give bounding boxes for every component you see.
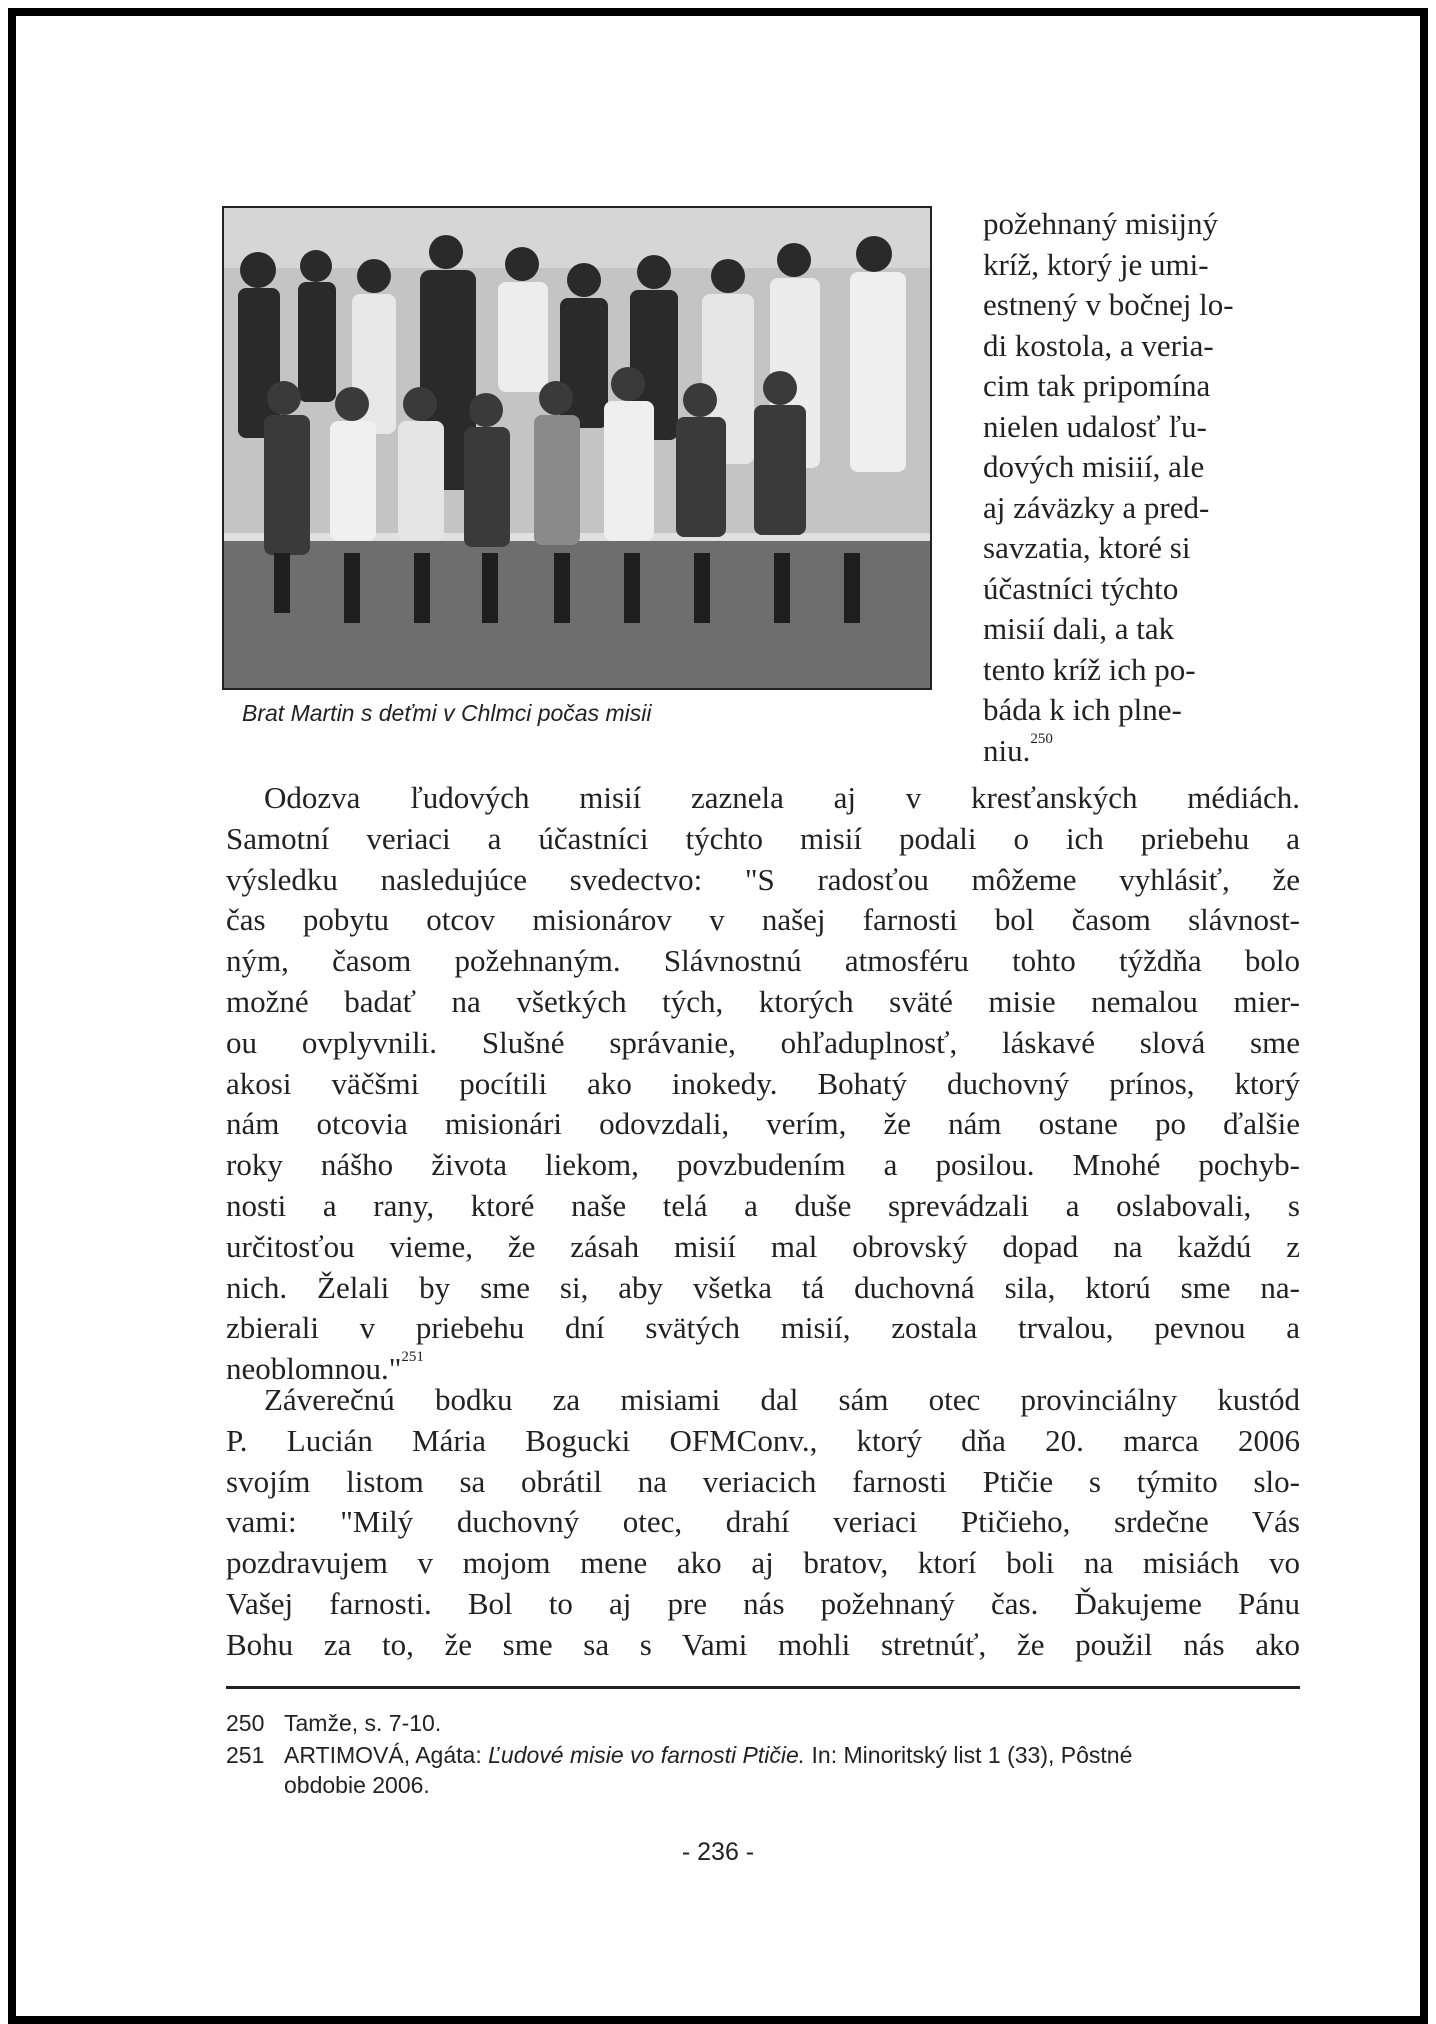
photo-caption: Brat Martin s deťmi v Chlmci počas misii [242,700,652,726]
paragraph-line: Samotní veriaci a účastníci týchto misií podali o ich priebehu a [226,820,1300,856]
paragraph-line: pozdravujem v mojom mene ako aj bratov, ktorí boli na misiách vo [226,1545,1300,1581]
group-photo [222,206,932,690]
paragraph-line: určitosťou vieme, že zásah misií mal obrovský dopad na každú z [226,1228,1300,1264]
side-line: savzatia, ktoré si [983,530,1191,565]
side-line: estnený v bočnej lo- [983,287,1234,322]
side-line: báda k ich plne- [983,692,1182,727]
paragraph-line: ným, časom požehnaným. Slávnostnú atmosféru tohto týždňa bolo [226,943,1300,979]
paragraph-line: čas pobytu otcov misionárov v našej farnosti bol časom slávnost- [226,902,1300,938]
footnote-ref-250: 250 [1030,730,1053,747]
paragraph-line: akosi väčšmi pocítili ako inokedy. Bohatý duchovný prínos, ktorý [226,1065,1300,1101]
paragraph-line: vami: "Milý duchovný otec, drahí veriaci Ptičieho, srdečne Vás [226,1504,1300,1540]
paragraph-line: Vašej farnosti. Bol to aj pre nás požehnaný čas. Ďakujeme Pánu [226,1585,1300,1621]
footnote-author: ARTIMOVÁ, Agáta: [284,1742,489,1768]
footnote-ref-251: 251 [401,1349,424,1366]
side-line: di kostola, a veria- [983,327,1214,363]
paragraph-line: svojím listom sa obrátil na veriacich farnosti Ptičie s týmito slo- [226,1463,1300,1499]
page-number: - 236 - [681,1838,755,1866]
paragraph-line: ou ovplyvnili. Slušné správanie, ohľaduplnosť, láskavé slová sme [226,1024,1300,1060]
side-line: aj záväzky a pred- [983,489,1210,525]
paragraph-line: možné badať na všetkých tých, ktorých sväté misie nemalou mier- [226,983,1300,1019]
side-line: účastníci týchto [983,570,1179,606]
footnote-source: In: Minoritský list 1 (33), Pôstné [805,1742,1133,1768]
group-photo-image [224,208,930,688]
side-line: tento kríž ich po- [983,651,1196,687]
side-line-text: niu. [983,732,1031,768]
footnote-text: Tamže, s. 7-10. [284,1710,442,1736]
footnote-continuation: obdobie 2006. [284,1772,430,1798]
footnote-title: Ľudové misie vo farnosti Ptičie. [488,1742,806,1768]
side-line: misií dali, a tak [983,611,1175,646]
paragraph-line: nám otcovia misionári odovzdali, verím, že nám ostane po ďalšie [226,1106,1300,1142]
footnote-divider [226,1686,1300,1689]
footnote-251 [226,1740,1300,1800]
paragraph-line: Bohu za to, že sme sa s Vami mohli stretnúť, že použil nás ako [226,1626,1300,1662]
paragraph-1 [226,778,1300,1390]
footnote-number: 251 [226,1742,265,1768]
side-line: kríž, ktorý je umi- [983,246,1209,282]
footnote-number: 250 [226,1710,265,1736]
side-line: nielen udalosť ľu- [983,408,1207,444]
side-text-column [983,204,1300,771]
paragraph-line: P. Lucián Mária Bogucki OFMConv., ktorý dňa 20. marca 2006 [226,1422,1300,1458]
side-line: dových misiií, ale [983,449,1205,484]
footnote-250 [226,1708,1300,1738]
side-line: cim tak pripomína [983,368,1211,403]
paragraph-2 [226,1380,1300,1666]
side-line: požehnaný misijný [983,206,1219,241]
paragraph-line: Záverečnú bodku za misiami dal sám otec provinciálny kustód [264,1382,1300,1417]
paragraph-line: roky nášho života liekom, povzbudením a posilou. Mnohé pochyb- [226,1147,1300,1183]
side-line-last [983,731,1300,772]
paragraph-line: výsledku nasledujúce svedectvo: "S radosťou môžeme vyhlásiť, že [226,861,1300,897]
paragraph-line: Odozva ľudových misií zaznela aj v kresťanských médiách. [264,780,1300,815]
paragraph-line: nosti a rany, ktoré naše telá a duše sprevádzali a oslabovali, s [226,1187,1300,1223]
paragraph-line-text: neoblomnou." [226,1351,402,1387]
paragraph-line: nich. Želali by sme si, aby všetka tá duchovná sila, ktorú sme na- [226,1269,1300,1305]
paragraph-line: zbierali v priebehu dní svätých misií, zostala trvalou, pevnou a [226,1310,1300,1346]
